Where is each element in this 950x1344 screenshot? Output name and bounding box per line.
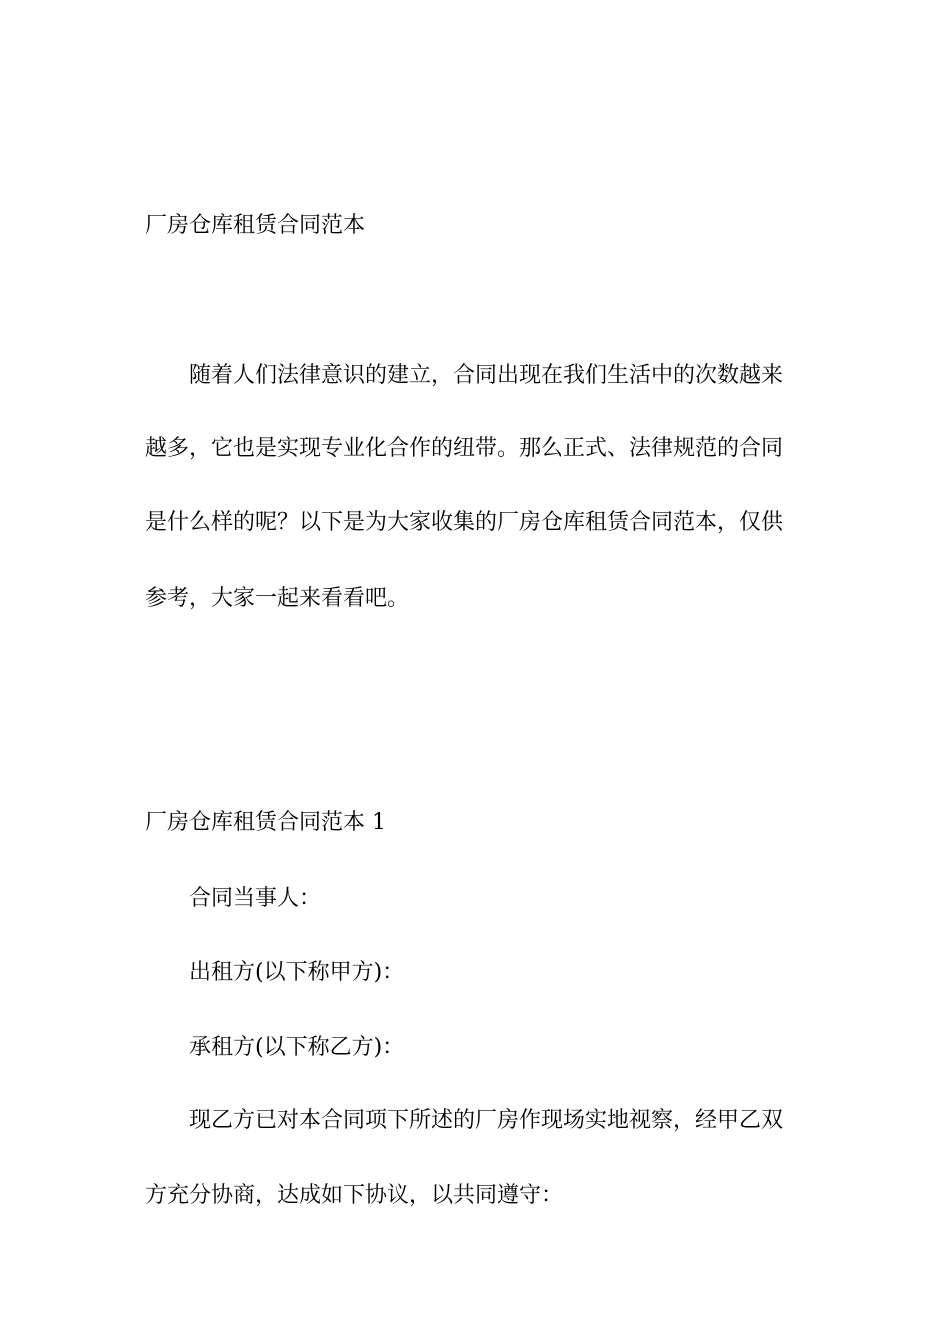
intro-line: 参考，大家一起来看看吧。 xyxy=(145,586,410,611)
intro-line: 随着人们法律意识的建立，合同出现在我们生活中的次数越来 xyxy=(189,363,784,388)
agreement-line: 现乙方已对本合同项下所述的厂房作现场实地视察，经甲乙双 xyxy=(189,1108,784,1133)
lessor-label: 出租方(以下称甲方)： xyxy=(189,960,405,985)
lessee-label: 承租方(以下称乙方)： xyxy=(189,1035,405,1060)
agreement-line: 方充分协商，达成如下协议，以共同遵守： xyxy=(145,1183,564,1208)
intro-line: 是什么样的呢？以下是为大家收集的厂房仓库租赁合同范本，仅供 xyxy=(145,510,784,535)
intro-line: 越多，它也是实现专业化合作的纽带。那么正式、法律规范的合同 xyxy=(145,436,784,461)
section-title: 厂房仓库租赁合同范本 1 xyxy=(145,810,386,835)
document-title: 厂房仓库租赁合同范本 xyxy=(145,213,366,238)
parties-label: 合同当事人： xyxy=(189,886,322,911)
